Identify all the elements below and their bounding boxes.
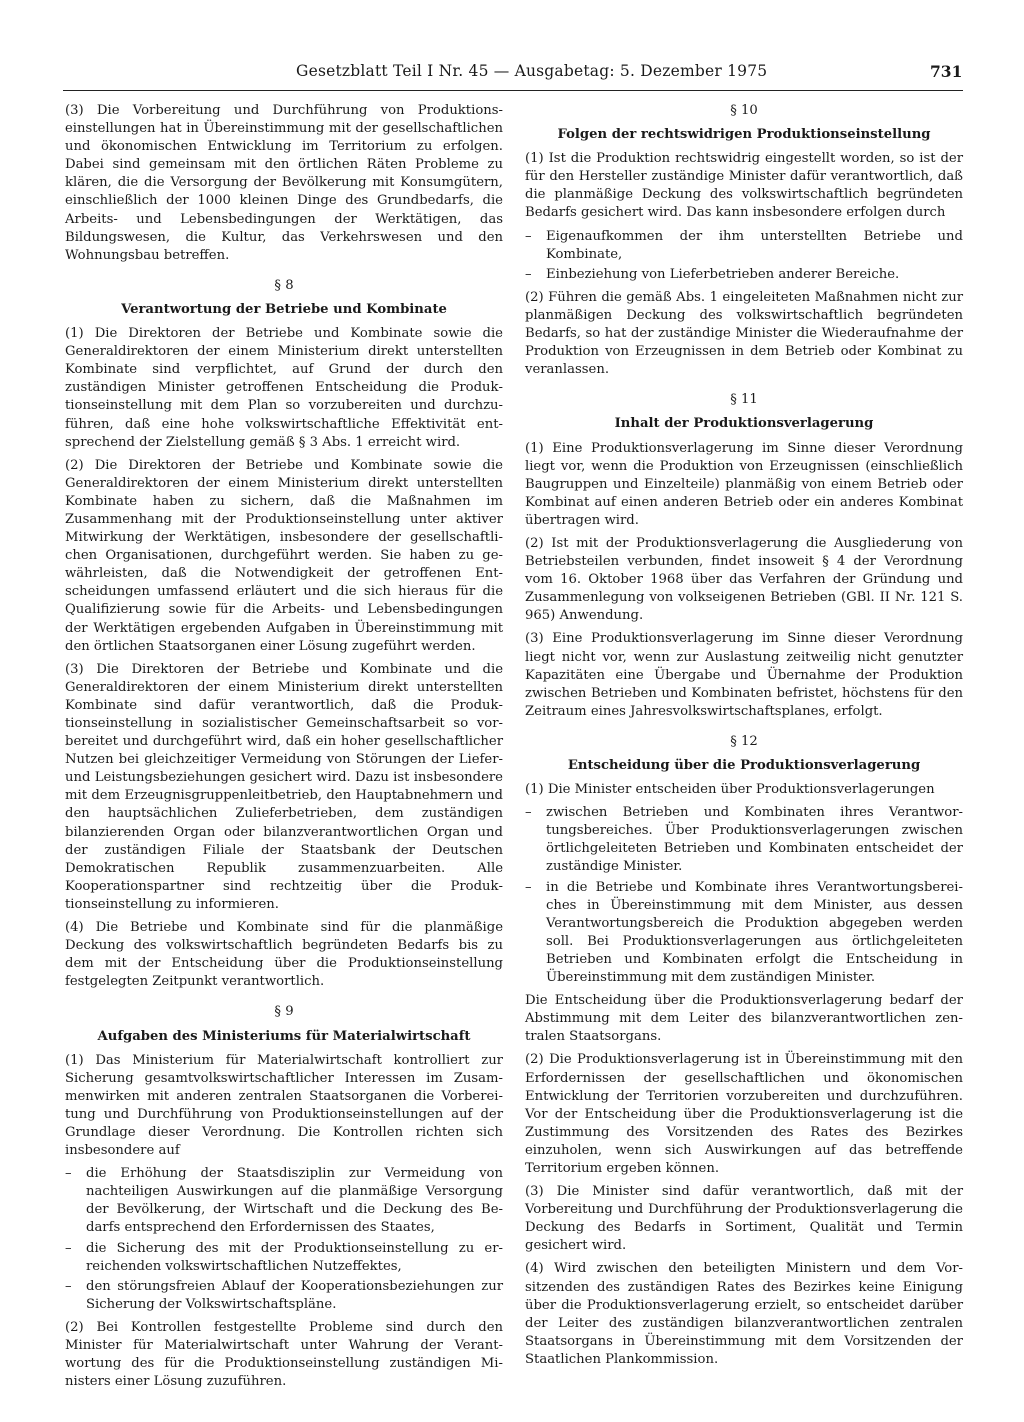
section-heading: Entscheidung über die Produktionsverlagerung (567, 758, 921, 773)
paragraph: (1) Die Direktoren der Betriebe und Kombinate sowie die Generaldirektoren der einem Ministerium direkt unterstellten Kombinate sind verpflichtet, auf Grund der durch den zuständigen Minister getroffenen Entscheidung die Produktionseinstellung mit dem Plan so vorzubereiten und durchzuführen, daß eine hohe volkswirtschaftliche Effektivität entsprechend der Zielstellung gemäß § 3 Abs. 1 erreicht wird. (65, 326, 503, 450)
section-number: § 11 (730, 392, 758, 408)
section-number: § 10 (730, 103, 758, 118)
section-number: § 8 (274, 277, 294, 293)
dash-list (65, 1165, 503, 1314)
paragraph: (2) Die Direktoren der Betriebe und Kombinate sowie die Generaldirektoren der einem Ministerium direkt unterstellten Kombinate haben zu sichern, daß die Maßnahmen im Zusammenhang mit der Produktionseinstellung unter aktiver Mitwirkung der Werktätigen, insbesondere der gesellschaftlichen Organisationen, durchgeführt werden. Sie haben zu gewährleisten, daß die Notwendigkeit der getroffenen Entscheidungen umfassend erläutert und die sich hieraus für die Qualifizierung sowie für die Arbeits- und Lebensbedingungen der Werktätigen ergebenden Aufgaben in Übereinstimmung mit den örtlichen Staatsorganen einer Lösung zugeführt werden. (65, 457, 503, 654)
list-item: – die Sicherung des mit der Produktionseinstellung zu erreichenden volkswirtschaftlichen Nutzeffektes, (65, 1240, 503, 1276)
right-column (525, 102, 963, 1374)
section-number: § 12 (730, 733, 758, 749)
list-item: – die Erhöhung der Staatsdisziplin zur Vermeidung von nachteiligen Auswirkungen auf die planmäßige Versorgung der Bevölkerung, der Wirtschaft und die Deckung des Bedarfs entsprechend den Erfordernissen des Staates, (65, 1165, 503, 1237)
section-heading: Inhalt der Produktionsverlagerung (614, 416, 874, 432)
list-item: – in die Betriebe und Kombinate ihres Verantwortungsbereiches in Übereinstimmung mit dem Minister, aus dessen Verantwortungsbereich die Produktion abgegeben werden soll. Bei Produktionsverlagerungen aus örtlichgeleiteten Betrieben und Kombinaten erfolgt die Entscheidung in Übereinstimmung mit dem zuständigen Minister. (525, 879, 963, 988)
list-item: – zwischen Betrieben und Kombinaten ihres Verantwortungsbereiches. Über Produktionsverlagerungen zwischen örtlichgeleiteten Betrieben und Kombinaten entscheidet der zuständige Minister. (525, 804, 963, 876)
header-rule (63, 90, 963, 91)
paragraph: (2) Die Produktionsverlagerung ist in Übereinstimmung mit den Erfordernissen der gesellschaftlichen und ökonomischen Entwicklung der Territorien vorzubereiten und durchzuführen. Vor der Entscheidung über die Produktionsverlagerung ist die Zustimmung des Vorsitzenden des Rates des Bezirkes einzuholen, wenn sich Auswirkungen auf das betreffende Territorium ergeben können. (525, 1052, 963, 1176)
section-number: § 9 (274, 1004, 294, 1020)
paragraph: (3) Die Minister sind dafür verantwortlich, daß mit der Vorbereitung und Durchführung der Produktionsverlagerung die Deckung des Bedarfs in Sortiment, Qualität und Termin gesichert wird. (525, 1184, 963, 1254)
list-item: – Eigenaufkommen der ihm unterstellten Betriebe und Kombinate, (525, 228, 963, 264)
section-heading: Verantwortung der Betriebe und Kombinate (121, 301, 447, 317)
section-heading: Aufgaben des Ministeriums für Materialwirtschaft (97, 1028, 471, 1044)
gazette-title: Gesetzblatt Teil I Nr. 45 — Ausgabetag: 5. Dezember 1975 (296, 62, 768, 80)
paragraph: (4) Wird zwischen den beteiligten Ministern und dem Vorsitzenden des zuständigen Rates des Bezirkes keine Einigung über die Produktionsverlagerung erzielt, so entscheidet darüber der Leiter des zuständigen bilanzverantwortlichen zentralen Staatsorgans in Übereinstimmung mit dem Vorsitzenden der Staatlichen Plankommission. (525, 1261, 963, 1367)
paragraph: (3) Die Vorbereitung und Durchführung von Produktionseinstellungen hat in Übereinstimmung mit der gesellschaftlichen und ökonomischen Entwicklung im Territorium zu erfolgen. Dabei sind gemeinsam mit den örtlichen Räten Probleme zu klären, die die Versorgung der Bevölkerung mit Konsumgütern, einschließlich der 1000 kleinen Dinge des Grundbedarfs, die Arbeits- und Lebensbedingungen der Werktätigen, das Bildungswesen, die Kultur, das Verkehrswesen und den Wohnungsbau betreffen. (65, 103, 503, 263)
dash-list (525, 804, 963, 987)
paragraph: (3) Eine Produktionsverlagerung im Sinne dieser Verordnung liegt nicht vor, wenn zur Auslastung zeitweilig nicht genutzter Kapazitäten eine Übergabe und Übernahme der Produktion zwischen Betrieben und Kombinaten befristet, höchstens für den Zeitraum eines Jahresvolkswirtschaftsplanes, erfolgt. (525, 631, 963, 719)
paragraph: (2) Führen die gemäß Abs. 1 eingeleiteten Maßnahmen nicht zur planmäßigen Deckung des volkswirtschaftlich begründeten Bedarfs, so hat der zuständige Minister die Wiederaufnahme der Produktion von Erzeugnissen in dem Betrieb oder Kombinat zu veranlassen. (525, 289, 963, 378)
paragraph: (4) Die Betriebe und Kombinate sind für die planmäßige Deckung des volkswirtschaftlich begründeten Bedarfs bis zu dem mit der Entscheidung über die Produktionseinstellung festgelegten Zeitpunkt verantwortlich. (65, 920, 503, 990)
left-column (65, 102, 503, 1396)
page-number: 731 (930, 62, 963, 81)
list-item: – Einbeziehung von Lieferbetrieben anderer Bereiche. (525, 266, 963, 284)
paragraph: (2) Ist mit der Produktionsverlagerung die Ausgliederung von Betriebsteilen verbunden, findet insoweit § 4 der Verordnung vom 16. Oktober 1968 über das Verfahren der Gründung und Zusammenlegung von volkseigenen Betrieben (GBl. II Nr. 121 S. 965) Anwendung. (525, 535, 963, 624)
paragraph: (1) Eine Produktionsverlagerung im Sinne dieser Verordnung liegt vor, wenn die Produktion von Erzeugnissen (einschließlich Baugruppen und Einzelteile) planmäßig von einem Betrieb oder Kombinat auf einen anderen Betrieb oder ein anderes Kombinat übertragen wird. (525, 440, 963, 528)
paragraph: (1) Die Minister entscheiden über Produktionsverlagerungen (525, 782, 935, 798)
section-heading: Folgen der rechtswidrigen Produktionseinstellung (557, 127, 931, 143)
dash-list (525, 228, 963, 284)
paragraph: (1) Ist die Produktion rechtswidrig eingestellt worden, so ist der für den Hersteller zuständige Minister dafür verantwortlich, daß die planmäßige Deckung des volkswirtschaftlich begründeten Bedarfs gesichert wird. Das kann insbesondere erfolgen durch (525, 151, 963, 221)
paragraph: (3) Die Direktoren der Betriebe und Kombinate und die Generaldirektoren der einem Ministerium direkt unterstellten Kombinate sind dafür verantwortlich, daß die Produktionseinstellung in sozialistischer Gemeinschaftsarbeit so vorbereitet und durchgeführt wird, daß ein hoher gesellschaftlicher Nutzen bei gleichzeitiger Vermeidung von Störungen der Liefer- und Leistungsbeziehungen gesichert wird. Dazu ist insbesondere mit dem Erzeugnisgruppenleitbetrieb, den Hauptabnehmern und den hauptsächlichen Zulieferbetrieben, dem zuständigen bilanzierenden Organ oder bilanzverantwortlichen Organ und der zuständigen Filiale der Staatsbank der Deutschen Demokratischen Republik zusammenzuarbeiten. Alle Kooperationspartner sind rechtzeitig über die Produktionseinstellung zu informieren. (65, 661, 503, 912)
paragraph: (1) Das Ministerium für Materialwirtschaft kontrolliert zur Sicherung gesamtvolkswirtschaftlicher Interessen im Zusammenwirken mit anderen zentralen Staatsorganen die Vorbereitung und Durchführung von Produktionseinstellungen auf der Grundlage dieser Verordnung. Die Kontrollen richten sich insbesondere auf (65, 1052, 503, 1159)
paragraph: (2) Bei Kontrollen festgestellte Probleme sind durch den Minister für Materialwirtschaft unter Wahrung der Verantwortung des für die Produktionseinstellung zuständigen Ministers einer Lösung zuzuführen. (65, 1319, 503, 1390)
paragraph: Die Entscheidung über die Produktionsverlagerung bedarf der Abstimmung mit dem Leiter des bilanzverantwortlichen zentralen Staatsorgans. (525, 993, 963, 1045)
list-item: – den störungsfreien Ablauf der Kooperationsbeziehungen zur Sicherung der Volkswirtschaftspläne. (65, 1278, 503, 1314)
page-header (0, 62, 1024, 86)
